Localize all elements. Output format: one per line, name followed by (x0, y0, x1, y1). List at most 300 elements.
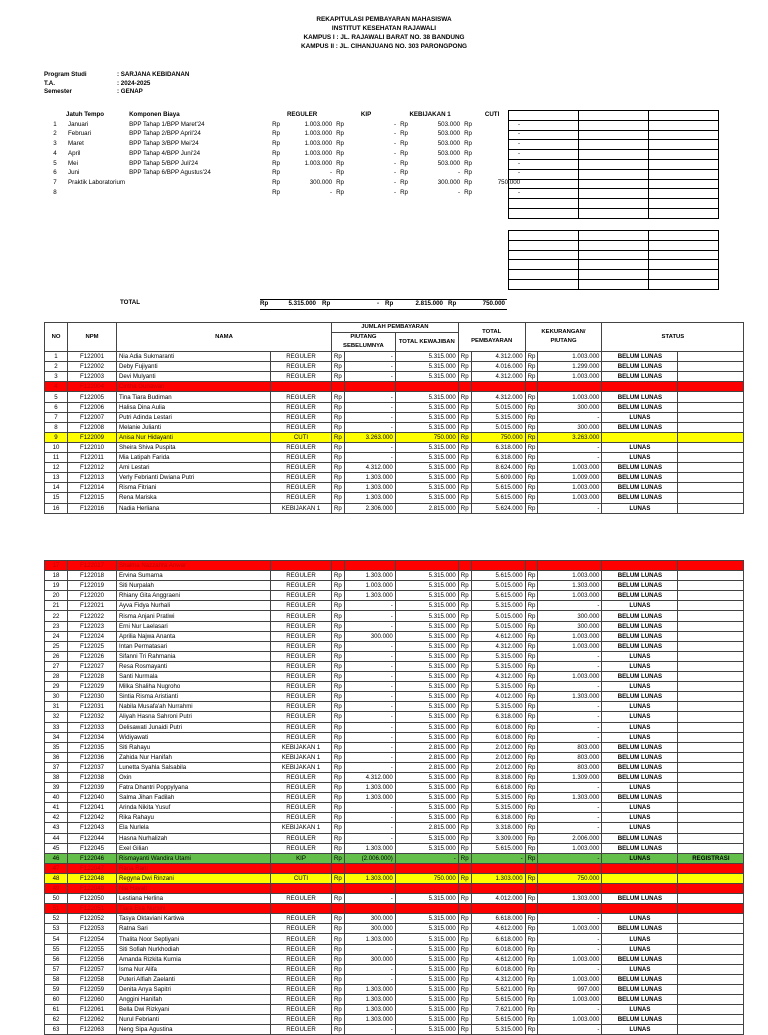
cell-tot: - (471, 853, 525, 863)
cell-kat: REGULER (271, 934, 332, 944)
cell-kew: 2.815.000 (395, 503, 458, 513)
currency-cell: Rp (458, 954, 471, 964)
cell-st: BELUM LUNAS (602, 672, 678, 682)
cell-extra (678, 352, 744, 362)
cell-kew: 5.315.000 (395, 473, 458, 483)
cell-st: BELUM LUNAS (602, 473, 678, 483)
cell-tot: 2.012.000 (471, 752, 525, 762)
empty-cell (525, 884, 538, 894)
cell-kat: REGULER (271, 914, 332, 924)
empty-grid-cell (579, 279, 649, 289)
currency-cell: Rp (332, 581, 345, 591)
currency-cell: Rp (525, 873, 538, 883)
cell-no: 9 (45, 432, 68, 442)
currency-cell: Rp (332, 843, 345, 853)
cell-kew (395, 904, 458, 914)
cell-nama: Fatra Dhantri Poppylyana (117, 783, 271, 793)
cell-st (602, 863, 678, 873)
currency-cell: Rp (458, 621, 471, 631)
student-payment-table-continued (44, 560, 744, 1035)
schedule-cell-comp: BPP Tahap 6/BPP Agustus'24 (129, 169, 211, 177)
cell-npm: F122044 (68, 833, 117, 843)
cell-nama: Nia Hayati (117, 884, 271, 894)
student-row (45, 702, 744, 712)
student-row (45, 894, 744, 904)
empty-grid-cell (579, 199, 649, 209)
schedule-cell-no: 4 (53, 149, 57, 157)
col-header-cuti: CUTI (484, 111, 500, 118)
cell-nama: Puteri Alfiah Zaelanti (117, 974, 271, 984)
empty-grid-cell (509, 279, 579, 289)
schedule-cell-no: 3 (53, 140, 57, 148)
cell-npm: F122015 (68, 493, 117, 503)
currency-cell: Rp (525, 402, 538, 412)
cell-st: BELUM LUNAS (602, 924, 678, 934)
cell-piut: - (344, 742, 395, 752)
cell-no: 50 (45, 894, 68, 904)
cell-tot: 3.309.000 (471, 833, 525, 843)
cell-kat: KEBIJAKAN 1 (271, 762, 332, 772)
cell-st (602, 382, 678, 392)
cell-tot: 6.318.000 (471, 712, 525, 722)
currency-cell: Rp (332, 503, 345, 513)
schedule-cell-currency: Rp (336, 130, 345, 138)
schedule-cell-month: Mei (68, 159, 78, 167)
cell-piut: 300.000 (344, 924, 395, 934)
cell-kat: REGULER (271, 601, 332, 611)
currency-cell: Rp (332, 914, 345, 924)
empty-grid-cell (649, 179, 719, 189)
currency-cell: Rp (458, 571, 471, 581)
cell-nama: Erni Nur Laelasari (117, 621, 271, 631)
cell-kew: 5.315.000 (395, 682, 458, 692)
cell-npm: F122031 (68, 702, 117, 712)
schedule-cell-currency: Rp (400, 169, 409, 177)
cell-nama: Devi Mulyanti (117, 372, 271, 382)
schedule-cell-reg: 1.003.000 (304, 159, 333, 167)
student-row (45, 1005, 744, 1015)
cell-npm: F122004 (68, 382, 117, 392)
cell-extra (678, 702, 744, 712)
cell-tot: 5.609.000 (471, 473, 525, 483)
cell-nama: Tiara Eka Nursini (117, 904, 271, 914)
cell-st: LUNAS (602, 853, 678, 863)
cell-st: BELUM LUNAS (602, 631, 678, 641)
cell-kew: 5.315.000 (395, 453, 458, 463)
col-header-due: Jatuh Tempo (66, 111, 105, 118)
empty-grid-cell (509, 189, 579, 199)
currency-cell: Rp (458, 752, 471, 762)
empty-grid-cell (649, 169, 719, 179)
currency-cell: Rp (525, 1005, 538, 1015)
cell-extra (678, 453, 744, 463)
empty-grid-cell (509, 240, 579, 250)
student-row (45, 984, 744, 994)
currency-cell: Rp (458, 762, 471, 772)
empty-grid-cell (509, 150, 579, 160)
currency-cell: Rp (525, 762, 538, 772)
cell-st: BELUM LUNAS (602, 591, 678, 601)
currency-cell: Rp (458, 392, 471, 402)
schedule-cell-reg: 1.003.000 (304, 149, 333, 157)
currency-cell: Rp (332, 412, 345, 422)
cell-kew: 5.315.000 (395, 412, 458, 422)
info-label: Program Studi (44, 71, 87, 78)
currency-cell: Rp (525, 843, 538, 853)
cell-tot: 750.000 (471, 432, 525, 442)
cell-kew: 5.315.000 (395, 422, 458, 432)
cell-extra (678, 651, 744, 661)
schedule-cell-currency: Rp (272, 178, 281, 186)
schedule-cell-cuti: - (518, 169, 521, 177)
total-kip: - (376, 300, 379, 307)
cell-npm: F122007 (68, 412, 117, 422)
cell-extra (678, 884, 744, 894)
cell-kat: REGULER (271, 672, 332, 682)
col-status: STATUS (602, 323, 744, 352)
cell-kur: 1.003.000 (538, 974, 602, 984)
cell-tot: 4.312.000 (471, 352, 525, 362)
cell-nama: Isma Nur Alifa (117, 964, 271, 974)
cell-tot: 5.315.000 (471, 661, 525, 671)
cell-extra (678, 601, 744, 611)
student-row (45, 641, 744, 651)
currency-cell: Rp (332, 813, 345, 823)
cell-kew: 5.315.000 (395, 924, 458, 934)
cell-piut (344, 382, 395, 392)
student-row (45, 503, 744, 513)
cell-kat: REGULER (271, 995, 332, 1005)
cell-kur: 997.000 (538, 984, 602, 994)
cell-kat: REGULER (271, 641, 332, 651)
cell-tot: 5.315.000 (471, 412, 525, 422)
cell-st: LUNAS (602, 823, 678, 833)
cell-kat: REGULER (271, 352, 332, 362)
cell-kur (538, 904, 602, 914)
cell-piut: 1.303.000 (344, 843, 395, 853)
col-kekurangan: KEKURANGAN/ PIUTANG (525, 323, 602, 352)
schedule-row (44, 149, 522, 159)
cell-nama: Rismayanti Wandira Utami (117, 853, 271, 863)
schedule-cell-currency: Rp (464, 130, 473, 138)
cell-npm: F122048 (68, 873, 117, 883)
currency-cell: Rp (458, 692, 471, 702)
empty-grid-top (508, 110, 719, 219)
col-header-kip: KIP (360, 111, 372, 118)
currency-cell: Rp (458, 591, 471, 601)
cell-piut: 300.000 (344, 954, 395, 964)
cell-kur: - (538, 601, 602, 611)
info-value: : 2024-2025 (117, 79, 151, 87)
cell-tot: 4.312.000 (471, 392, 525, 402)
schedule-cell-currency: Rp (464, 188, 473, 196)
cell-no: 7 (45, 412, 68, 422)
cell-extra (678, 803, 744, 813)
cell-kew: 5.315.000 (395, 651, 458, 661)
cell-piut: 1.303.000 (344, 984, 395, 994)
currency-cell: Rp (458, 1005, 471, 1015)
empty-cell (332, 561, 345, 571)
empty-grid-cell (509, 199, 579, 209)
student-row (45, 432, 744, 442)
currency-cell: Rp (525, 493, 538, 503)
cell-no: 12 (45, 463, 68, 473)
empty-grid-cell (579, 189, 649, 199)
fee-schedule-table (44, 110, 522, 197)
cell-tot: 5.624.000 (471, 503, 525, 513)
schedule-cell-month (66, 188, 127, 198)
empty-grid-cell (579, 208, 649, 218)
cell-piut: 1.303.000 (344, 1005, 395, 1015)
cell-kur: - (538, 803, 602, 813)
cell-piut: 1.303.000 (344, 934, 395, 944)
cell-nama: Ela Nurlela (117, 823, 271, 833)
cell-nama: Sintia Risma Aristianti (117, 692, 271, 702)
cell-kew: 5.315.000 (395, 631, 458, 641)
cell-kat: CUTI (271, 432, 332, 442)
cell-kat: REGULER (271, 473, 332, 483)
cell-tot: 4.312.000 (471, 672, 525, 682)
schedule-cell-no: 6 (53, 169, 57, 177)
cell-tot: 5.615.000 (471, 483, 525, 493)
cell-kew: 5.315.000 (395, 995, 458, 1005)
cell-kew: 2.815.000 (395, 823, 458, 833)
cell-kur: - (538, 1005, 602, 1015)
cell-npm: F122039 (68, 783, 117, 793)
currency-cell: Rp (525, 833, 538, 843)
schedule-cell-currency: Rp (464, 140, 473, 148)
currency-cell: Rp (525, 611, 538, 621)
schedule-cell-keb: - (458, 169, 461, 177)
cell-nama: Intan Permatasari (117, 641, 271, 651)
currency-cell: Rp (332, 601, 345, 611)
cell-no: 23 (45, 621, 68, 631)
cell-extra (678, 813, 744, 823)
student-row (45, 483, 744, 493)
schedule-cell-currency: Rp (464, 149, 473, 157)
cell-piut: - (344, 894, 395, 904)
currency-cell: Rp (458, 833, 471, 843)
empty-grid-cell (649, 270, 719, 280)
student-row (45, 752, 744, 762)
schedule-cell-currency: Rp (272, 159, 281, 167)
cell-piut: 1.303.000 (344, 783, 395, 793)
cell-st: LUNAS (602, 1005, 678, 1015)
cell-piut: - (344, 442, 395, 452)
cell-kur: 1.003.000 (538, 591, 602, 601)
cell-tot (471, 561, 525, 571)
cell-no: 57 (45, 964, 68, 974)
cell-st: BELUM LUNAS (602, 995, 678, 1005)
currency-cell: Rp (332, 442, 345, 452)
cell-nama: Putri Adinda Lestari (117, 412, 271, 422)
currency-cell: Rp (525, 732, 538, 742)
cell-tot: 5.315.000 (471, 651, 525, 661)
cell-kur (538, 863, 602, 873)
cell-tot: 1.303.000 (471, 873, 525, 883)
cell-npm: F122027 (68, 661, 117, 671)
currency-cell: Rp (458, 483, 471, 493)
cell-tot: 5.015.000 (471, 611, 525, 621)
cell-extra (678, 772, 744, 782)
student-row (45, 904, 744, 914)
info-value: : SARJANA KEBIDANAN (117, 71, 190, 78)
cell-st: LUNAS (602, 914, 678, 924)
cell-kat (271, 884, 332, 894)
cell-extra (678, 591, 744, 601)
currency-cell: Rp (525, 661, 538, 671)
schedule-cell-currency: Rp (336, 159, 345, 167)
empty-grid-cell (509, 179, 579, 189)
cell-nama: Lestiana Herlina (117, 894, 271, 904)
cell-extra (678, 873, 744, 883)
schedule-cell-currency: Rp (400, 159, 409, 167)
currency-cell: Rp (525, 651, 538, 661)
cell-st: BELUM LUNAS (602, 621, 678, 631)
currency-cell: Rp (458, 732, 471, 742)
cell-kur: 300.000 (538, 621, 602, 631)
currency-cell: Rp (458, 402, 471, 412)
student-row (45, 944, 744, 954)
cell-extra (678, 974, 744, 984)
empty-grid-cell (509, 140, 579, 150)
empty-cell (525, 904, 538, 914)
schedule-cell-currency: Rp (336, 188, 345, 196)
cell-st: LUNAS (602, 601, 678, 611)
cell-st: LUNAS (602, 682, 678, 692)
schedule-cell-comp: BPP Tahap 2/BPP April'24 (129, 130, 201, 138)
cell-no: 5 (45, 392, 68, 402)
empty-grid-cell (649, 250, 719, 260)
currency-cell: Rp (332, 661, 345, 671)
empty-grid-cell (649, 130, 719, 140)
currency-cell: Rp (525, 914, 538, 924)
cell-kat: REGULER (271, 964, 332, 974)
currency-cell: Rp (525, 362, 538, 372)
cell-no: 19 (45, 581, 68, 591)
cell-st (602, 873, 678, 883)
empty-cell (332, 884, 345, 894)
currency-cell: Rp (458, 722, 471, 732)
cell-kat: REGULER (271, 954, 332, 964)
cell-kat: REGULER (271, 453, 332, 463)
cell-extra (678, 382, 744, 392)
currency-cell: Rp (458, 894, 471, 904)
empty-cell (458, 904, 471, 914)
cell-piut: - (344, 412, 395, 422)
cell-kat: REGULER (271, 611, 332, 621)
cell-kat: REGULER (271, 661, 332, 671)
currency-cell: Rp (525, 412, 538, 422)
cell-piut: - (344, 372, 395, 382)
currency-cell: Rp (332, 803, 345, 813)
cell-tot: 5.015.000 (471, 621, 525, 631)
cell-tot: 6.618.000 (471, 914, 525, 924)
empty-grid-cell (649, 231, 719, 241)
cell-no: 41 (45, 803, 68, 813)
cell-extra (678, 641, 744, 651)
currency-cell: Rp (458, 372, 471, 382)
cell-kew: 5.315.000 (395, 493, 458, 503)
empty-grid-cell (509, 260, 579, 270)
schedule-cell-month: Februari (68, 130, 92, 138)
cell-piut: 4.312.000 (344, 463, 395, 473)
cell-kew: 5.315.000 (395, 601, 458, 611)
cell-kew: 5.315.000 (395, 974, 458, 984)
cell-kat: REGULER (271, 412, 332, 422)
currency-cell: Rp (458, 995, 471, 1005)
cell-nama: Siti Sofiah Nurkhodiah (117, 944, 271, 954)
cell-npm: F122051 (68, 904, 117, 914)
cell-extra (678, 661, 744, 671)
currency-cell: Rp (458, 581, 471, 591)
cell-npm: F122001 (68, 352, 117, 362)
currency-cell: Rp (458, 453, 471, 463)
cell-npm: F122006 (68, 402, 117, 412)
cell-no: 48 (45, 873, 68, 883)
student-row (45, 672, 744, 682)
cell-kat: REGULER (271, 1005, 332, 1015)
cell-npm: F122003 (68, 372, 117, 382)
currency-cell: Rp (332, 873, 345, 883)
col-jumlah: JUMLAH PEMBAYARAN (332, 323, 459, 333)
cell-kew: 5.315.000 (395, 692, 458, 702)
schedule-cell-no: 2 (53, 130, 57, 138)
cell-npm: F122045 (68, 843, 117, 853)
cell-kew: 5.315.000 (395, 442, 458, 452)
currency-cell: Rp (332, 571, 345, 581)
schedule-cell-currency: Rp (272, 140, 281, 148)
cell-st: BELUM LUNAS (602, 483, 678, 493)
currency-cell: Rp (525, 641, 538, 651)
currency-cell: Rp (525, 793, 538, 803)
cell-st: BELUM LUNAS (602, 894, 678, 904)
student-row (45, 372, 744, 382)
cell-kat: KEBIJAKAN 1 (271, 742, 332, 752)
cell-st: LUNAS (602, 651, 678, 661)
cell-extra (678, 964, 744, 974)
empty-grid-cell (509, 120, 579, 130)
student-row (45, 442, 744, 452)
student-row (45, 621, 744, 631)
cell-no: 17 (45, 561, 68, 571)
cell-kur: 1.003.000 (538, 392, 602, 402)
currency-cell: Rp (525, 722, 538, 732)
empty-grid-cell (579, 179, 649, 189)
cell-nama: Nabila Musafa'ah Nurrahmi (117, 702, 271, 712)
schedule-cell-kip: - (394, 130, 397, 138)
cell-no: 44 (45, 833, 68, 843)
cell-st: BELUM LUNAS (602, 463, 678, 473)
currency-cell: Rp (458, 442, 471, 452)
cell-kat: REGULER (271, 631, 332, 641)
cell-tot: 7.621.000 (471, 1005, 525, 1015)
cell-extra (678, 362, 744, 372)
cell-kew: 5.315.000 (395, 813, 458, 823)
cell-kew: 5.315.000 (395, 843, 458, 853)
schedule-row (44, 129, 522, 139)
col-no: NO (45, 323, 68, 352)
cell-kew (395, 382, 458, 392)
cell-nama: Salma Jihan Fadilah (117, 793, 271, 803)
cell-kat: REGULER (271, 722, 332, 732)
schedule-cell-kip: - (394, 169, 397, 177)
cell-nama: Tasya Oktaviani Kartiwa (117, 914, 271, 924)
cell-nama: Hasna Nurhalizah (117, 833, 271, 843)
cell-tot: 5.315.000 (471, 702, 525, 712)
cell-st: BELUM LUNAS (602, 752, 678, 762)
cell-extra (678, 571, 744, 581)
